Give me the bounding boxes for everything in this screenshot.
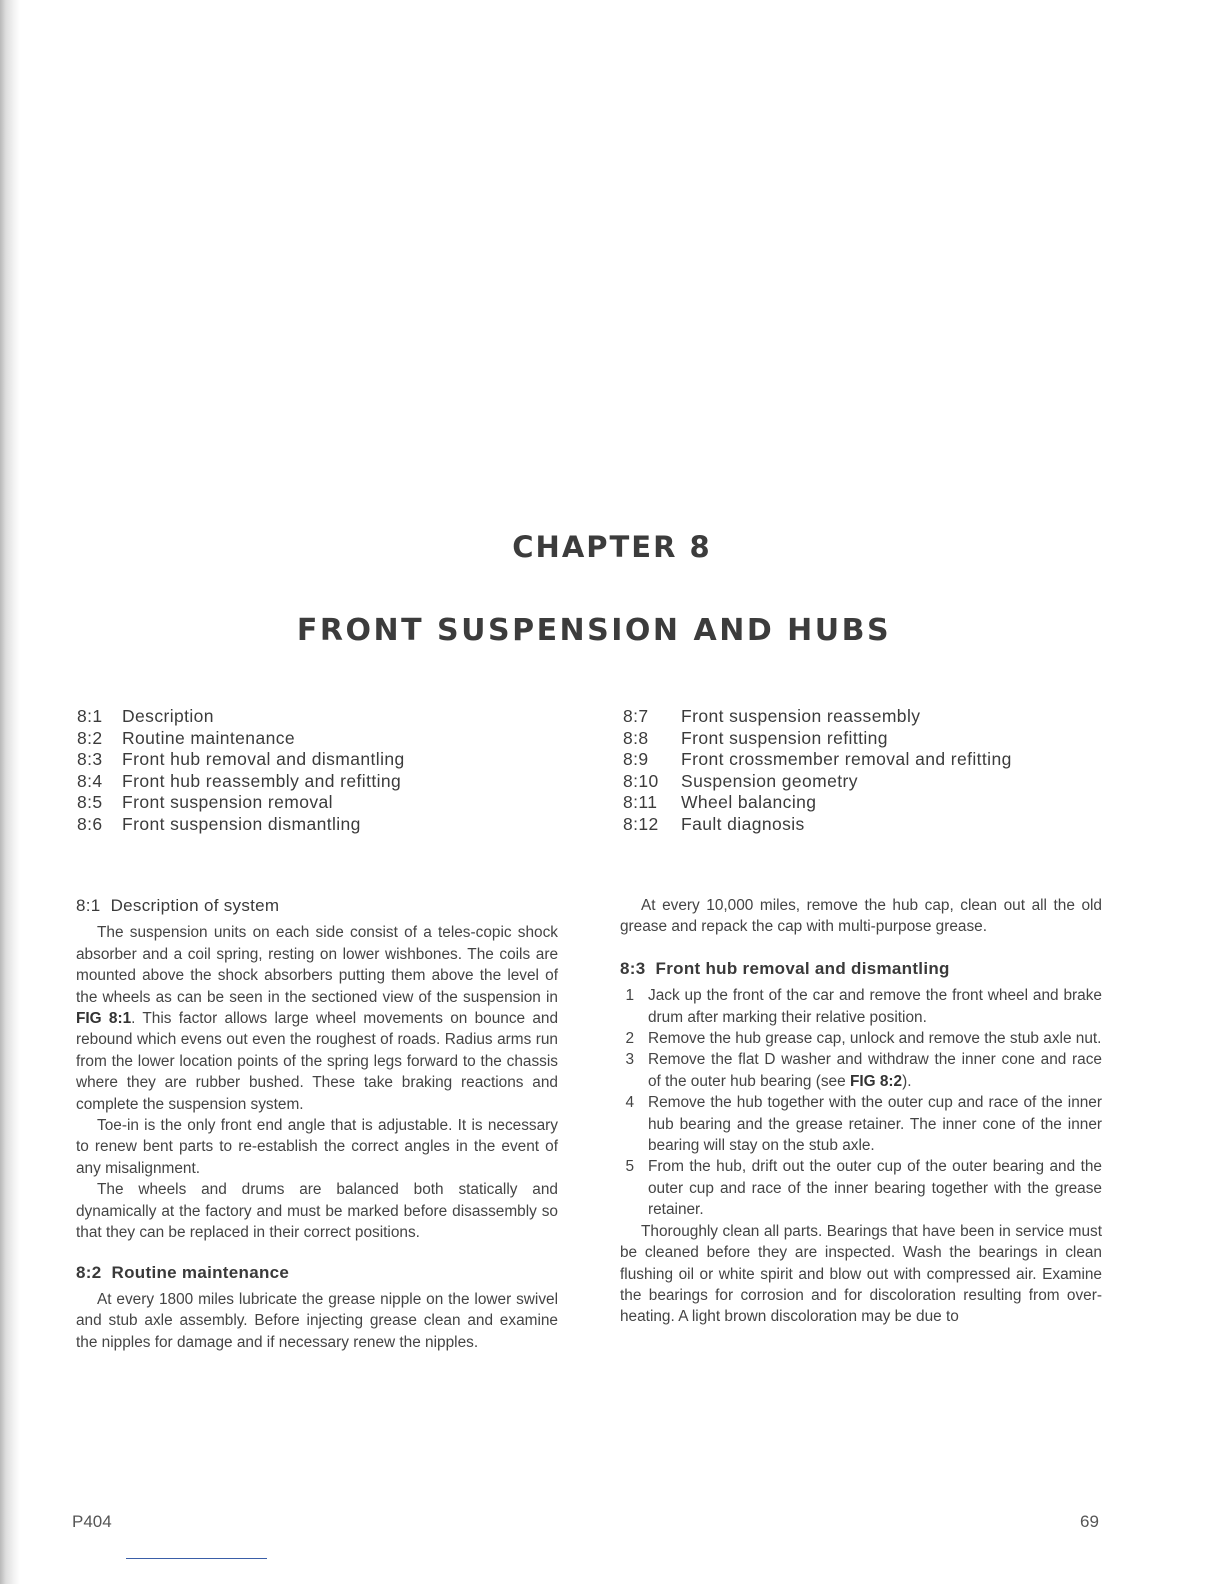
section-heading-hub-removal [620, 958, 1102, 979]
page-binding-shadow [0, 0, 20, 1584]
toc-num: 8:9 [623, 749, 649, 769]
toc-label: Front hub removal and dismantling [122, 749, 405, 769]
toc-item[interactable] [77, 792, 405, 814]
list-item [620, 985, 1102, 1028]
toc-label: Front suspension removal [122, 792, 333, 812]
toc-left [77, 706, 405, 835]
toc-num: 8:1 [77, 706, 103, 726]
toc-num: 8:8 [623, 727, 649, 748]
section-title: Description of system [110, 896, 280, 915]
toc-num: 8:2 [77, 727, 103, 748]
toc-item[interactable] [77, 814, 405, 836]
toc-label: Routine maintenance [122, 727, 295, 748]
toc-item[interactable] [623, 728, 1012, 750]
section-number: 8:1 [76, 896, 101, 915]
list-item [620, 1156, 1102, 1220]
chapter-label: CHAPTER 8 [512, 530, 712, 564]
toc-label: Fault diagnosis [681, 813, 805, 834]
step-text: Remove the hub together with the outer cup and race of the inner hub bearing and the grease retainer. The inner cone of the inner bearing will stay on the stub axle. [648, 1094, 1102, 1155]
toc-item[interactable] [623, 771, 1012, 793]
text-run: The suspension units on each side consist of a teles-copic shock absorber and a coil spring, resting on lower wishbones. The coils are mounted above the shock absorbers putting them above the level of the wheels as can be seen in the sectioned view of the suspension in [76, 924, 558, 1006]
section-heading-maintenance [76, 1262, 558, 1283]
toc-label: Suspension geometry [681, 770, 858, 791]
section-title: Front hub removal and dismantling [655, 958, 950, 978]
step-number: 1 [625, 987, 634, 1005]
list-item [620, 1049, 1102, 1092]
toc-item[interactable] [77, 749, 405, 771]
section-heading-description [76, 895, 558, 916]
step-text: Jack up the front of the car and remove the front wheel and brake drum after marking their relative position. [648, 987, 1102, 1026]
toc-num: 8:10 [623, 770, 659, 791]
toc-label: Front suspension reassembly [681, 706, 921, 726]
step-number: 3 [625, 1051, 634, 1069]
figure-reference: FIG 8:2 [849, 1072, 903, 1090]
paragraph: At every 1800 miles lubricate the grease nipple on the lower swivel and stub axle assembly. Before injecting grease clean and examine the nipples for damage and if necessary renew the nipples. [76, 1290, 558, 1351]
step-number: 5 [625, 1158, 634, 1176]
column-right [620, 895, 1102, 1328]
toc-right [623, 706, 1012, 835]
step-text [648, 1049, 1102, 1092]
toc-label: Front suspension dismantling [122, 813, 361, 834]
toc-item[interactable] [77, 728, 405, 750]
toc-num: 8:5 [77, 792, 103, 812]
text-run: . This factor allows large wheel movements on bounce and rebound which evens out even the roughest of roads. Radius arms run from the lower location points of the spring legs forward to the chassis where they are rubber bushed. These take braking reactions and complete the suspension system. [76, 1010, 559, 1113]
figure-reference: FIG 8:1 [76, 1010, 132, 1028]
chapter-title: FRONT SUSPENSION AND HUBS [296, 613, 892, 648]
toc-num: 8:3 [77, 749, 103, 769]
text-run: Remove the flat D washer and withdraw the inner cone and race of the outer hub bearing (see [648, 1051, 1102, 1090]
footer-rule [126, 1558, 267, 1559]
toc-item[interactable] [623, 814, 1012, 836]
section-number: 8:3 [620, 958, 646, 978]
paragraph: Toe-in is the only front end angle that is adjustable. It is necessary to renew bent parts to re-establish the correct angles in the event of any misalignment. [76, 1117, 558, 1177]
toc-num: 8:7 [623, 706, 649, 726]
list-item [620, 1092, 1102, 1156]
paragraph: At every 10,000 miles, remove the hub cap, clean out all the old grease and repack the cap with multi-purpose grease. [620, 897, 1102, 936]
text-run: ). [902, 1072, 912, 1090]
step-text: From the hub, drift out the outer cup of the outer bearing and the outer cup and race of the inner bearing together with the grease retainer. [648, 1158, 1102, 1219]
toc-num: 8:12 [623, 813, 659, 834]
step-text: Remove the hub grease cap, unlock and remove the stub axle nut. [648, 1030, 1102, 1048]
toc-label: Wheel balancing [681, 792, 817, 812]
paragraph: The wheels and drums are balanced both statically and dynamically at the factory and must be marked before disassembly so that they can be replaced in their correct positions. [76, 1181, 558, 1242]
toc-num: 8:6 [77, 813, 103, 834]
procedure-steps [620, 985, 1102, 1220]
section-number: 8:2 [76, 1262, 102, 1282]
toc-item[interactable] [77, 771, 405, 793]
toc-num: 8:4 [77, 770, 103, 791]
footer-code: P404 [72, 1512, 112, 1531]
toc-label: Front crossmember removal and refitting [681, 749, 1012, 769]
toc-label: Front hub reassembly and refitting [122, 770, 402, 791]
paragraph: Thoroughly clean all parts. Bearings that have been in service must be cleaned before they are inspected. Wash the bearings in clean flushing oil or white spirit and blow out with compressed air. Examine the bearings for corrosion and for discoloration resulting from over-heating. A light brown discoloration may be due to [620, 1222, 1102, 1326]
toc-item[interactable] [623, 749, 1012, 771]
toc-item[interactable] [623, 792, 1012, 814]
toc-label: Front suspension refitting [681, 727, 888, 748]
toc-item[interactable] [623, 706, 1012, 728]
toc-label: Description [122, 706, 214, 726]
step-number: 4 [625, 1094, 634, 1112]
toc-num: 8:11 [623, 792, 658, 812]
page-number: 69 [1080, 1512, 1099, 1531]
list-item [620, 1028, 1102, 1049]
section-title: Routine maintenance [111, 1262, 290, 1282]
toc-item[interactable] [77, 706, 405, 728]
paragraph [76, 922, 558, 1115]
step-number: 2 [625, 1030, 634, 1048]
column-left [76, 895, 558, 1353]
